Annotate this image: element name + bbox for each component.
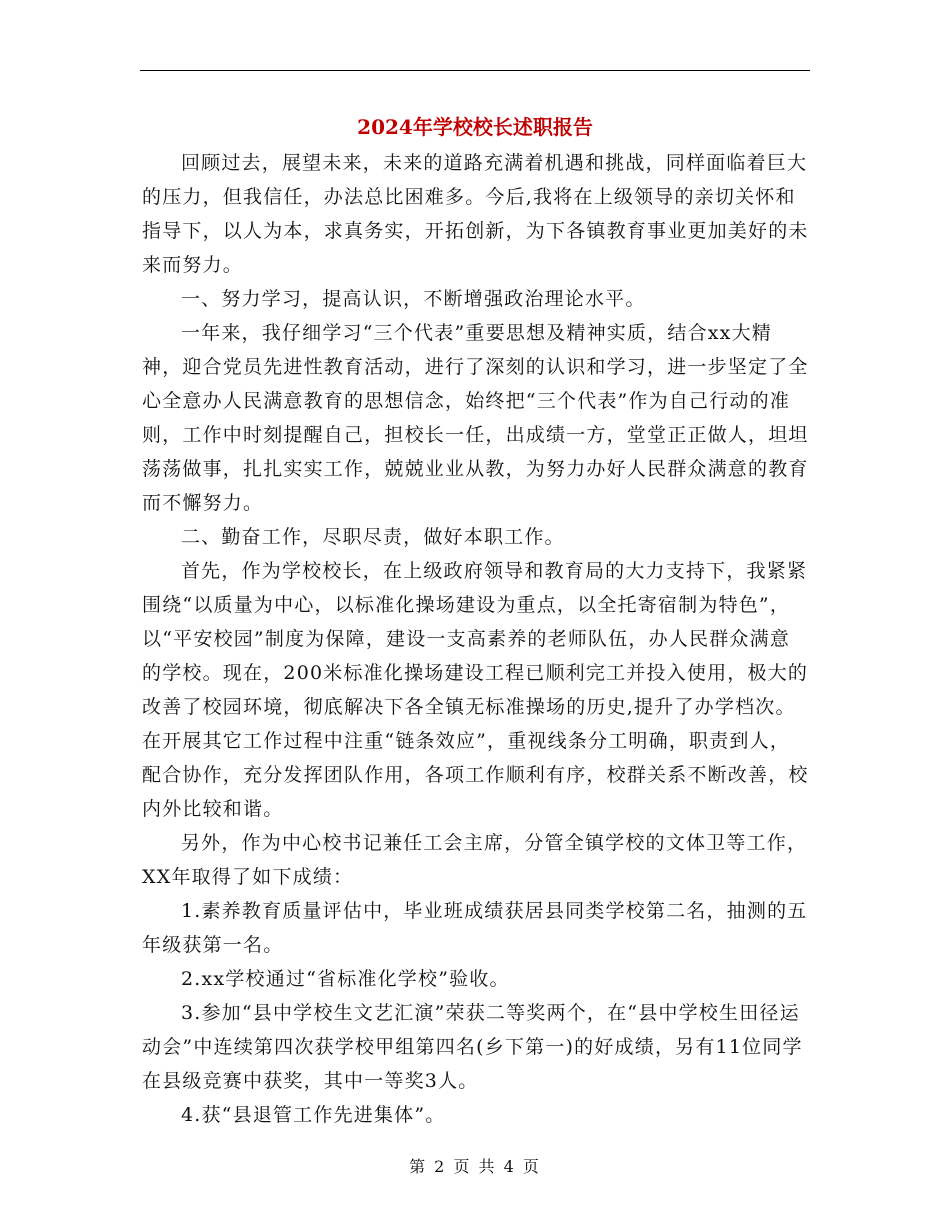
list-item: 4.获“县退管工作先进集体”。 (180, 1104, 446, 1126)
paragraph: 一年来，我仔细学习“三个代表”重要思想及精神实质，结合xx大精神，迎合党员先进性教育活动，进行了深刻的认识和学习，进一步坚定了全心全意办人民满意教育的思想信念，始终把“三个代表”作为自己行动的准则，工作中时刻提醒自己，担校长一任，出成绩一方，堂堂正正做人，坦坦荡荡做事，扎扎实实工作，兢兢业业从教，为努力办好人民群众满意的教育而不懈努力。 (142, 322, 809, 514)
section-heading: 一、努力学习，提高认识，不断增强政治理论水平。 (180, 288, 646, 310)
list-item: 3.参加“县中学校生文艺汇演”荣获二等奖两个，在“县中学校生田径运动会”中连续第四次获学校甲组第四名(乡下第一)的好成绩，另有11位同学在县级竞赛中获奖，其中一等奖3人。 (142, 1002, 803, 1092)
header-rule (140, 70, 810, 71)
document-body (142, 146, 810, 1132)
document-title: 2024年学校校长述职报告 (357, 115, 593, 139)
page-number-footer: 第 2 页 共 4 页 (409, 1157, 541, 1176)
section-heading: 二、勤奋工作，尽职尽责，做好本职工作。 (180, 526, 565, 548)
list-item: 2.xx学校通过“省标准化学校”验收。 (180, 968, 510, 990)
list-item: 1.素养教育质量评估中，毕业班成绩获居县同类学校第二名，抽测的五年级获第一名。 (142, 900, 808, 956)
paragraph: 回顾过去，展望未来，未来的道路充满着机遇和挑战，同样面临着巨大的压力，但我信任，办法总比困难多。今后,我将在上级领导的亲切关怀和指导下，以人为本，求真务实，开拓创新，为下各镇教育事业更加美好的未来而努力。 (142, 152, 809, 276)
paragraph: 首先，作为学校校长，在上级政府领导和教育局的大力支持下，我紧紧围绕“以质量为中心，以标准化操场建设为重点，以全托寄宿制为特色”，以“平安校园”制度为保障，建设一支高素养的老师队伍，办人民群众满意的学校。现在，200米标准化操场建设工程已顺利完工并投入使用，极大的改善了校园环境，彻底解决下各全镇无标准操场的历史,提升了办学档次。在开展其它工作过程中注重“链条效应”，重视线条分工明确，职责到人，配合协作，充分发挥团队作用，各项工作顺利有序，校群关系不断改善，校内外比较和谐。 (142, 560, 809, 820)
paragraph: 另外，作为中心校书记兼任工会主席，分管全镇学校的文体卫等工作，XX年取得了如下成绩： (142, 832, 808, 888)
